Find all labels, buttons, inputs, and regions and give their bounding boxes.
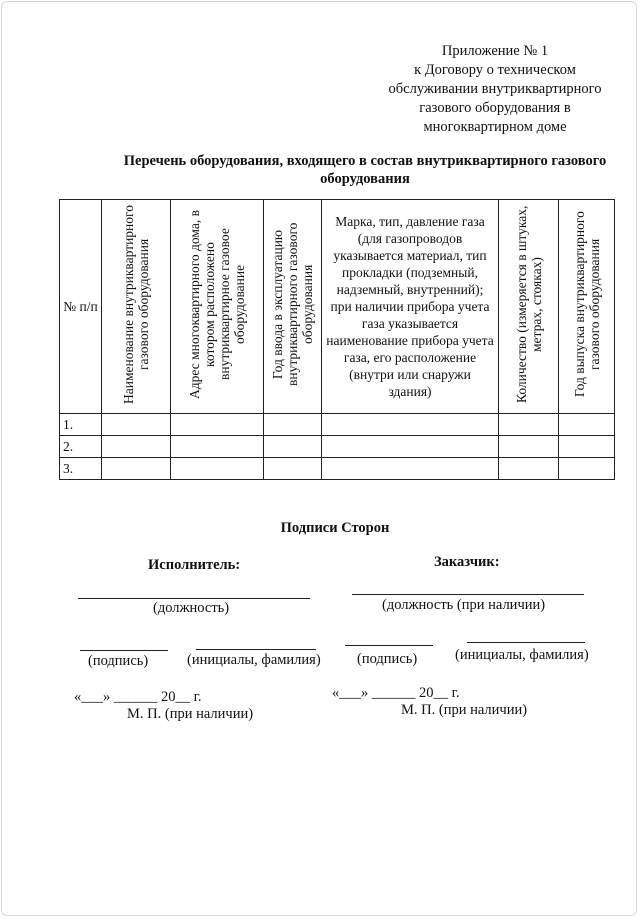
customer-label: Заказчик:: [434, 554, 500, 570]
customer-position-caption: (должность (при наличии): [382, 597, 546, 613]
table-header-row: [60, 200, 615, 414]
header-address: Адрес многоквартирного дома, в котором расположено внутриквартирное газовое оборудование: [171, 200, 264, 414]
appendix-line: обслуживании внутриквартирного: [388, 81, 602, 97]
executor-stamp: М. П. (при наличии): [127, 706, 254, 722]
executor-position-caption: (должность): [153, 600, 230, 616]
customer-stamp: М. П. (при наличии): [401, 702, 528, 718]
title-line-1: Перечень оборудования, входящего в состав внутриквартирного газового: [123, 153, 607, 169]
executor-position-line[interactable]: [78, 598, 310, 599]
appendix-heading: [370, 42, 620, 137]
header-brand: Марка, тип, давление газа (для газопроводов указывается материал, тип прокладки (подземный, надземный, внутренний); при наличии прибора учета газа указывается наименование прибора учета газа, его расположение (внутри или снаружи здания): [322, 200, 499, 414]
table-row: [60, 414, 615, 436]
executor-signature-line[interactable]: [80, 650, 168, 651]
customer-name-line[interactable]: [467, 642, 585, 643]
signatures-title: Подписи Сторон: [280, 520, 390, 536]
executor-label: Исполнитель:: [148, 557, 241, 573]
table-row: [60, 436, 615, 458]
header-name: Наименование внутриквартирного газового оборудования: [102, 200, 171, 414]
customer-signature-line[interactable]: [345, 645, 433, 646]
table-row: [60, 458, 615, 480]
executor-name-caption: (инициалы, фамилия): [187, 652, 321, 668]
header-quantity: Количество (измеряется в штуках, метрах, стояках): [499, 200, 559, 414]
header-manufacture-year: Год выпуска внутриквартирного газового оборудования: [559, 200, 615, 414]
customer-position-line[interactable]: [352, 594, 584, 595]
executor-signature-caption: (подпись): [88, 653, 149, 669]
header-number: № п/п: [60, 200, 102, 414]
customer-name-caption: (инициалы, фамилия): [455, 647, 589, 663]
appendix-line: Приложение № 1: [441, 43, 549, 59]
appendix-line: к Договору о техническом: [414, 62, 576, 78]
appendix-line: газового оборудования в: [419, 100, 571, 116]
row-number: 1.: [60, 414, 102, 436]
customer-date: «___» ______ 20__ г.: [332, 685, 460, 701]
executor-name-line[interactable]: [196, 649, 316, 650]
title-line-2: оборудования: [320, 171, 410, 187]
appendix-line: многоквартирном доме: [423, 119, 567, 135]
header-commission-year: Год ввода в эксплуатацию внутриквартирного газового оборудования: [264, 200, 322, 414]
row-number: 3.: [60, 458, 102, 480]
customer-signature-caption: (подпись): [357, 651, 418, 667]
equipment-table: [59, 199, 615, 480]
equipment-list-title: [80, 152, 640, 188]
executor-date: «___» ______ 20__ г.: [74, 689, 202, 705]
row-number: 2.: [60, 436, 102, 458]
